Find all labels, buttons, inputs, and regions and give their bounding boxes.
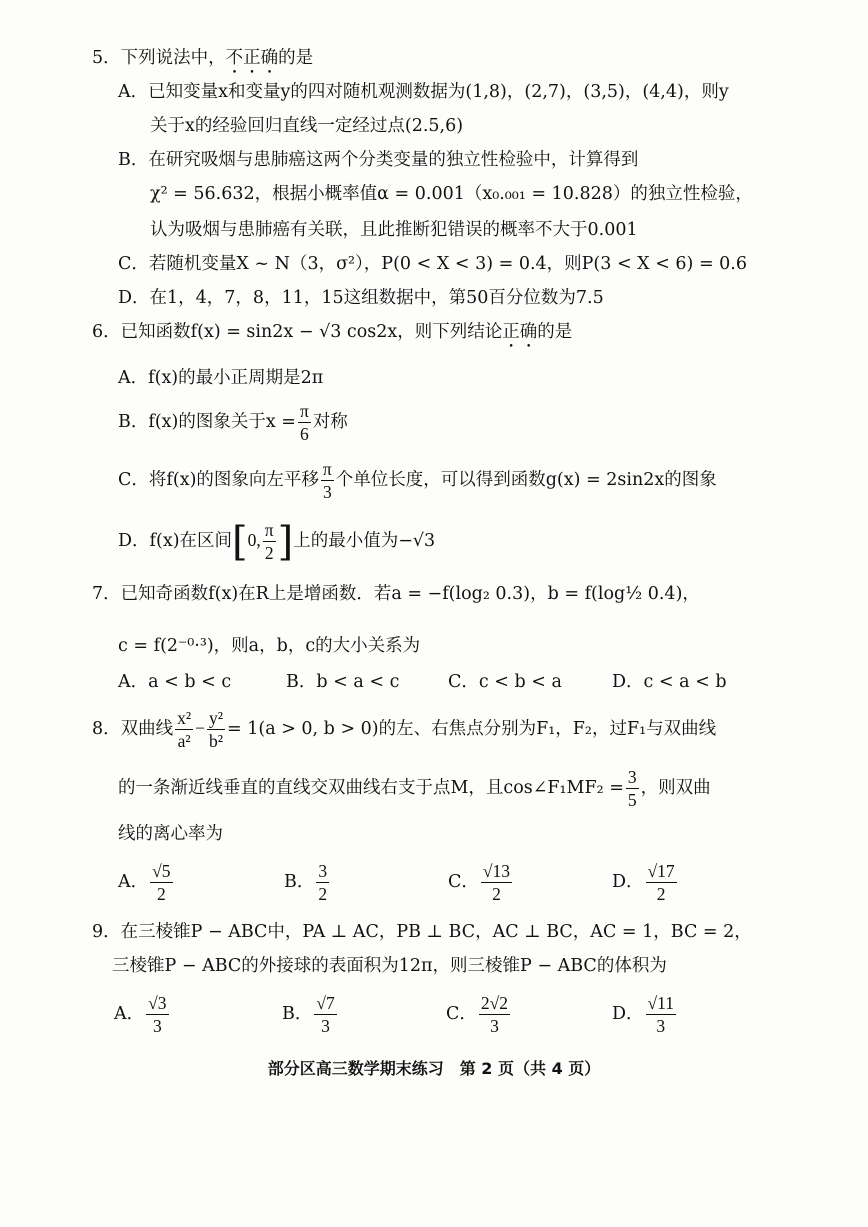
fraction-numerator: y² xyxy=(209,708,224,728)
q8-option-b xyxy=(284,858,331,906)
fraction-numerator: π xyxy=(322,459,332,479)
fraction-denominator: b² xyxy=(209,731,224,751)
q6-option-c-fraction xyxy=(321,458,334,503)
q6-option-d-text: D．f(x)在区间 xyxy=(118,531,233,551)
q9-number: 9． xyxy=(92,922,121,942)
q6-stem-text-b: 的是 xyxy=(537,322,573,342)
q6-option-c-suffix: 个单位长度，可以得到函数g(x) = 2sin2x的图象 xyxy=(335,470,717,490)
q6-stem-text-a: 已知函数f(x) = sin2x − √3 cos2x，则下列结论 xyxy=(120,322,503,342)
fraction-numerator: √5 xyxy=(152,861,171,881)
q9-option-b xyxy=(282,990,339,1038)
fraction-numerator: π xyxy=(299,401,309,421)
q5-option-b-line1: B．在研究吸烟与患肺癌这两个分类变量的独立性检验中，计算得到 xyxy=(118,150,639,170)
q5-option-b-line2: χ² = 56.632，根据小概率值α = 0.001（x₀.₀₀₁ = 10.828）的独立性检验， xyxy=(150,184,753,204)
q8-stem-line1: 8．双曲线 $\frac{\text{x²}}{\text{a²}}$ − $\frac{\text{y²}}{\text{b²}}$ = 1(a > 0, b > 0)的左、右焦点分别为F₁，F₂，过F₁与双曲线 xyxy=(92,708,717,751)
option-label: C． xyxy=(446,1004,477,1024)
q8-stem-line2-suffix: ，则双曲 xyxy=(640,778,711,798)
q7-option-b: B．b < a < c xyxy=(286,672,400,692)
q5-stem-emphasis: 不正确 xyxy=(225,48,279,68)
q8-x-fraction xyxy=(175,707,193,752)
q6-option-b-text: B．f(x)的图象关于x = xyxy=(118,412,296,432)
fraction-numerator: √17 xyxy=(647,861,675,881)
q6-option-c xyxy=(118,456,717,504)
fraction-denominator: 3 xyxy=(321,1016,330,1036)
q5-stem-text-b: 的是 xyxy=(278,48,314,68)
q7-stem-line1 xyxy=(92,582,700,606)
q6-option-b-suffix: 对称 xyxy=(312,412,348,432)
q5-option-d: D．在1，4，7，8，11，15这组数据中，第50百分位数为7.5 xyxy=(118,288,604,308)
fraction-denominator: 6 xyxy=(300,424,309,444)
q6-stem xyxy=(92,320,572,352)
fraction-numerator: √7 xyxy=(316,993,335,1013)
q6-option-b-fraction xyxy=(298,400,311,445)
q6-option-b xyxy=(118,398,348,446)
option-label: B． xyxy=(284,872,315,892)
q8-number: 8． xyxy=(92,719,121,739)
fraction-denominator: 2 xyxy=(156,884,166,904)
q5-stem-text-a: 下列说法中， xyxy=(120,48,226,68)
option-label: D． xyxy=(612,872,644,892)
interval-start: 0, xyxy=(247,530,261,550)
q9-stem-text: 在三棱锥P − ABC中，PA ⊥ AC，PB ⊥ BC，AC ⊥ BC，AC = 1，BC = 2， xyxy=(120,922,752,942)
fraction-denominator: 3 xyxy=(322,482,332,502)
q7-option-d: D．c < a < b xyxy=(612,672,727,692)
option-label: D． xyxy=(612,1004,644,1024)
q8-option-d xyxy=(612,858,679,906)
q6-option-d xyxy=(118,516,435,565)
page-footer: 部分区高三数学期末练习 第 2 页（共 4 页） xyxy=(267,1059,601,1078)
q6-option-d-suffix: 上的最小值为−√3 xyxy=(293,531,436,551)
q8-y-fraction xyxy=(207,707,225,752)
option-label: B． xyxy=(282,1004,313,1024)
q8-stem-line2 xyxy=(118,764,711,812)
q7-option-a: A．a < b < c xyxy=(118,672,232,692)
fraction-numerator: √13 xyxy=(482,861,510,881)
fraction-denominator: a² xyxy=(177,731,191,751)
q9-option-d xyxy=(612,990,678,1038)
q9-option-c xyxy=(446,990,512,1038)
q5-number: 5． xyxy=(92,48,121,68)
q5-option-a-line2: 关于x的经验回归直线一定经过点(2.5,6) xyxy=(150,116,464,136)
q6-option-c-text: C．将f(x)的图象向左平移 xyxy=(118,470,319,490)
q6-option-a: A．f(x)的最小正周期是2π xyxy=(118,368,324,388)
fraction-denominator: 3 xyxy=(152,1016,162,1036)
fraction-denominator: 2 xyxy=(492,884,501,904)
left-bracket: [ xyxy=(232,518,248,565)
q7-number: 7． xyxy=(92,584,121,604)
q8-cos-fraction xyxy=(626,766,639,811)
q7-stem-line2: c = f(2⁻⁰·³)，则a，b，c的大小关系为 xyxy=(118,636,421,656)
q7-option-c: C．c < b < a xyxy=(448,672,562,692)
option-label: C． xyxy=(448,872,479,892)
fraction-numerator: x² xyxy=(177,708,192,728)
option-label: A． xyxy=(114,1004,145,1024)
q9-option-a xyxy=(114,990,171,1038)
q6-stem-emphasis: 正确 xyxy=(502,322,538,342)
fraction-denominator: 5 xyxy=(627,790,637,810)
q8-option-a xyxy=(118,858,175,906)
option-label: A． xyxy=(118,872,149,892)
fraction-denominator: 3 xyxy=(490,1016,499,1036)
fraction-numerator: 3 xyxy=(627,767,637,787)
fraction-denominator: 2 xyxy=(264,543,274,563)
fraction-numerator: √3 xyxy=(148,993,167,1013)
fraction-denominator: 2 xyxy=(318,884,328,904)
q5-stem xyxy=(92,46,313,78)
q6-number: 6． xyxy=(92,322,121,342)
q7-stem-text: 已知奇函数f(x)在R上是增函数．若a = −f(log₂ 0.3)，b = f(log½ 0.4)， xyxy=(120,584,700,604)
fraction-numerator: 2√2 xyxy=(480,993,508,1013)
fraction-numerator: √11 xyxy=(647,993,674,1013)
q5-option-c: C．若随机变量X ~ N（3，σ²），P(0 < X < 3) = 0.4，则P(3 < X < 6) = 0.6 xyxy=(118,254,747,274)
right-bracket: ] xyxy=(277,518,294,565)
q5-option-b-line3: 认为吸烟与患肺癌有关联，且此推断犯错误的概率不大于0.001 xyxy=(150,220,638,240)
fraction-denominator: 3 xyxy=(656,1016,666,1036)
q5-option-a-line1: A．已知变量x和变量y的四对随机观测数据为(1,8)，(2,7)，(3,5)，(4,4)，则y xyxy=(118,82,729,102)
q8-stem-line3: 线的离心率为 xyxy=(118,824,223,844)
fraction-numerator: π xyxy=(264,520,274,540)
fraction-numerator: 3 xyxy=(318,861,328,881)
q8-option-c xyxy=(448,858,514,906)
q8-stem-line2-text: 的一条渐近线垂直的直线交双曲线右支于点M，且cos∠F₁MF₂ = xyxy=(118,778,624,798)
q6-option-d-fraction xyxy=(263,519,276,564)
fraction-denominator: 2 xyxy=(656,884,666,904)
q8-stem-prefix: 双曲线 xyxy=(120,719,174,739)
q9-stem-line1 xyxy=(92,920,752,944)
q8-stem-text: = 1(a > 0, b > 0)的左、右焦点分别为F₁，F₂，过F₁与双曲线 xyxy=(227,719,717,739)
q9-stem-line2: 三棱锥P − ABC的外接球的表面积为12π，则三棱锥P − ABC的体积为 xyxy=(112,956,667,976)
